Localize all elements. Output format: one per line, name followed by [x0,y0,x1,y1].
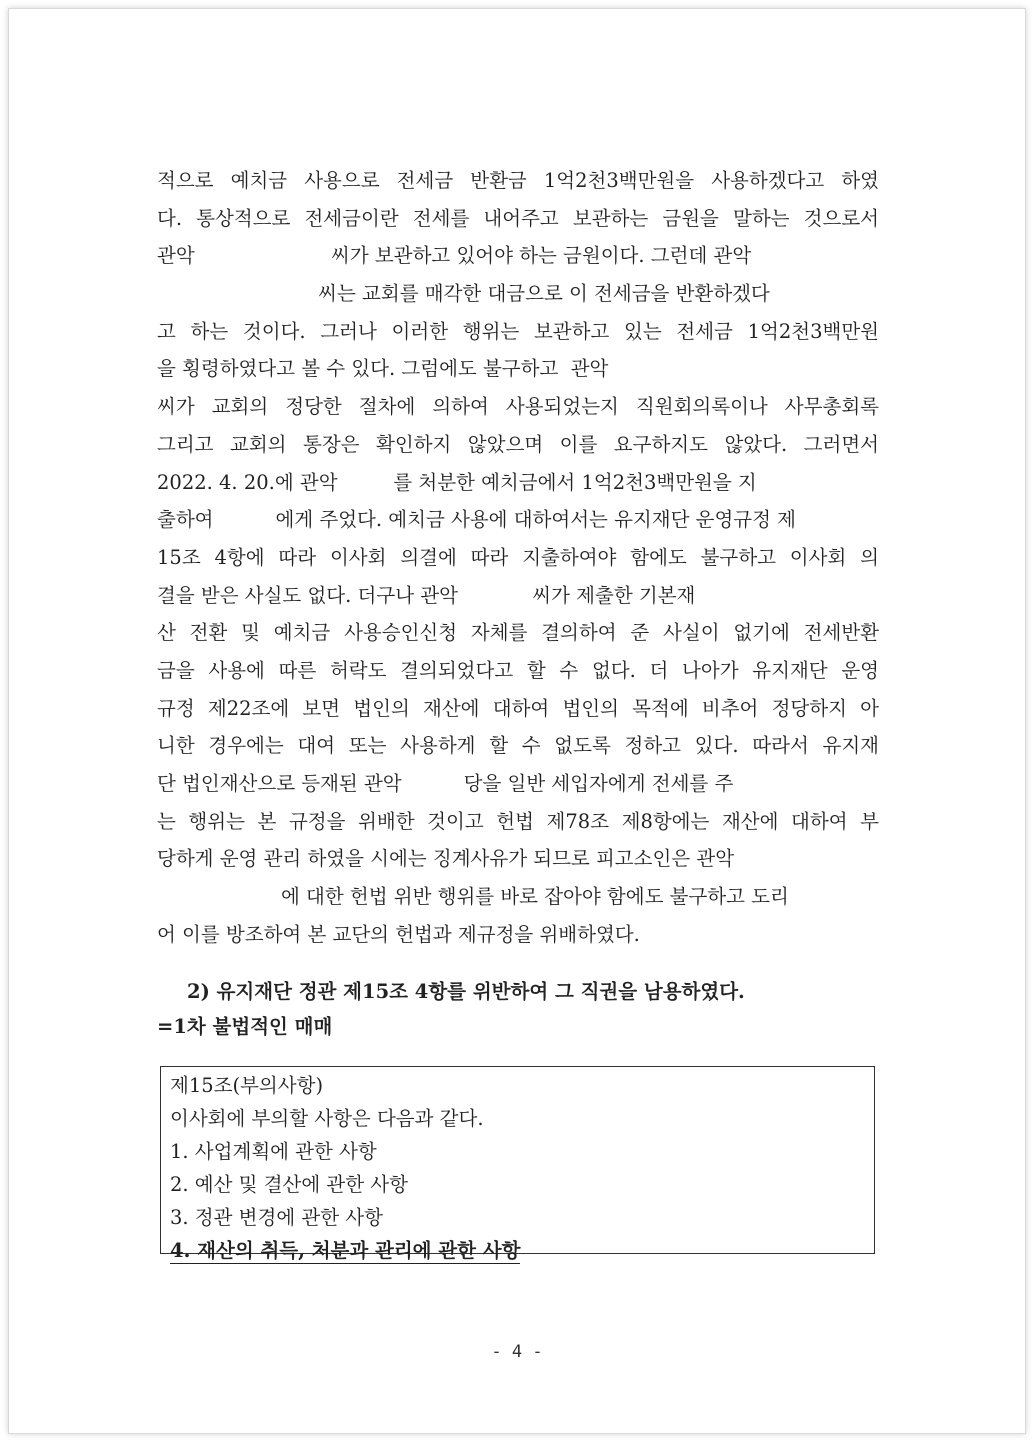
article-item: 2. 예산 및 결산에 관한 사항 [170,1173,408,1196]
article-item: 3. 정관 변경에 관한 사항 [170,1206,383,1229]
article-item: 1. 사업계획에 관한 사항 [170,1140,377,1163]
body-line: 적으로 예치금 사용으로 전세금 반환금 1억2천3백만원을 사용하겠다고 하였 [157,169,879,192]
body-line: 당하게 운영 관리 하였을 시에는 징계사유가 되므로 피고소인은 관악 [157,847,735,871]
body-line: 출하여 에게 주었다. 예치금 사용에 대하여서는 유지재단 운영규정 제 [157,508,797,532]
body-line: 다. 통상적으로 전세금이란 전세를 내어주고 보관하는 금원을 말하는 것으로서 [157,206,879,230]
body-line: 금을 사용에 따른 허락도 결의되었다고 할 수 없다. 더 나아가 유지재단 운영 [157,658,879,682]
sub-heading: =1차 불법적인 매매 [157,1015,333,1038]
body-line: 단 법인재산으로 등재된 관악 당을 일반 세입자에게 전세를 주 [157,772,734,795]
body-line: 15조 4항에 따라 이사회 의결에 따라 지출하여야 함에도 불구하고 이사회 의 [157,545,879,569]
body-line: 어 이를 방조하여 본 교단의 헌법과 제규정을 위배하였다. [157,922,640,946]
section-heading: 2) 유지재단 정관 제15조 4항를 위반하여 그 직권을 남용하였다. [187,980,745,1003]
body-line: 그리고 교회의 통장은 확인하지 않았으며 이를 요구하지도 않았다. 그러면서 [157,432,879,456]
body-line: 고 하는 것이다. 그러나 이러한 행위는 보관하고 있는 전세금 1억2천3백만원 [157,319,879,343]
body-line: 2022. 4. 20.에 관악 를 처분한 예치금에서 1억2천3백만원을 지 [157,470,757,494]
body-line: 규정 제22조에 보면 법인의 재산에 대하여 법인의 목적에 비추어 정당하지 아 [157,696,879,720]
body-line: 니한 경우에는 대여 또는 사용하게 할 수 없도록 정하고 있다. 따라서 유지재 [157,734,879,758]
body-text [157,162,879,953]
body-line: 는 행위는 본 규정을 위배한 것이고 헌법 제78조 제8항에는 재산에 대하여 부 [157,809,879,833]
body-line: 씨가 교회의 정당한 절차에 의하여 사용되었는지 직원회의록이나 사무총회록 [157,395,879,419]
article-intro: 이사회에 부의할 사항은 다음과 같다. [170,1107,484,1130]
body-line: 을 횡령하였다고 볼 수 있다. 그럼에도 불구하고 관악 [157,357,609,381]
body-line: 씨는 교회를 매각한 대금으로 이 전세금을 반환하겠다 [157,282,770,306]
article-box [160,1066,875,1262]
body-line: 산 전환 및 예치금 사용승인신청 자체를 결의하여 준 사실이 없기에 전세반환 [157,621,879,645]
article-item-highlighted [170,1234,874,1267]
body-line: 에 대한 헌법 위반 행위를 바로 잡아야 함에도 불구하고 도리 [157,885,789,909]
article-title: 제15조(부의사항) [170,1074,324,1097]
body-line: 관악 씨가 보관하고 있어야 하는 금원이다. 그런데 관악 [157,244,752,268]
article-item-text: 4. 재산의 취득, 처분과 관리에 관한 사항 [170,1239,521,1262]
body-line: 결을 받은 사실도 없다. 더구나 관악 씨가 제출한 기본재 [157,583,696,607]
page-number: - 4 - [491,1342,543,1362]
